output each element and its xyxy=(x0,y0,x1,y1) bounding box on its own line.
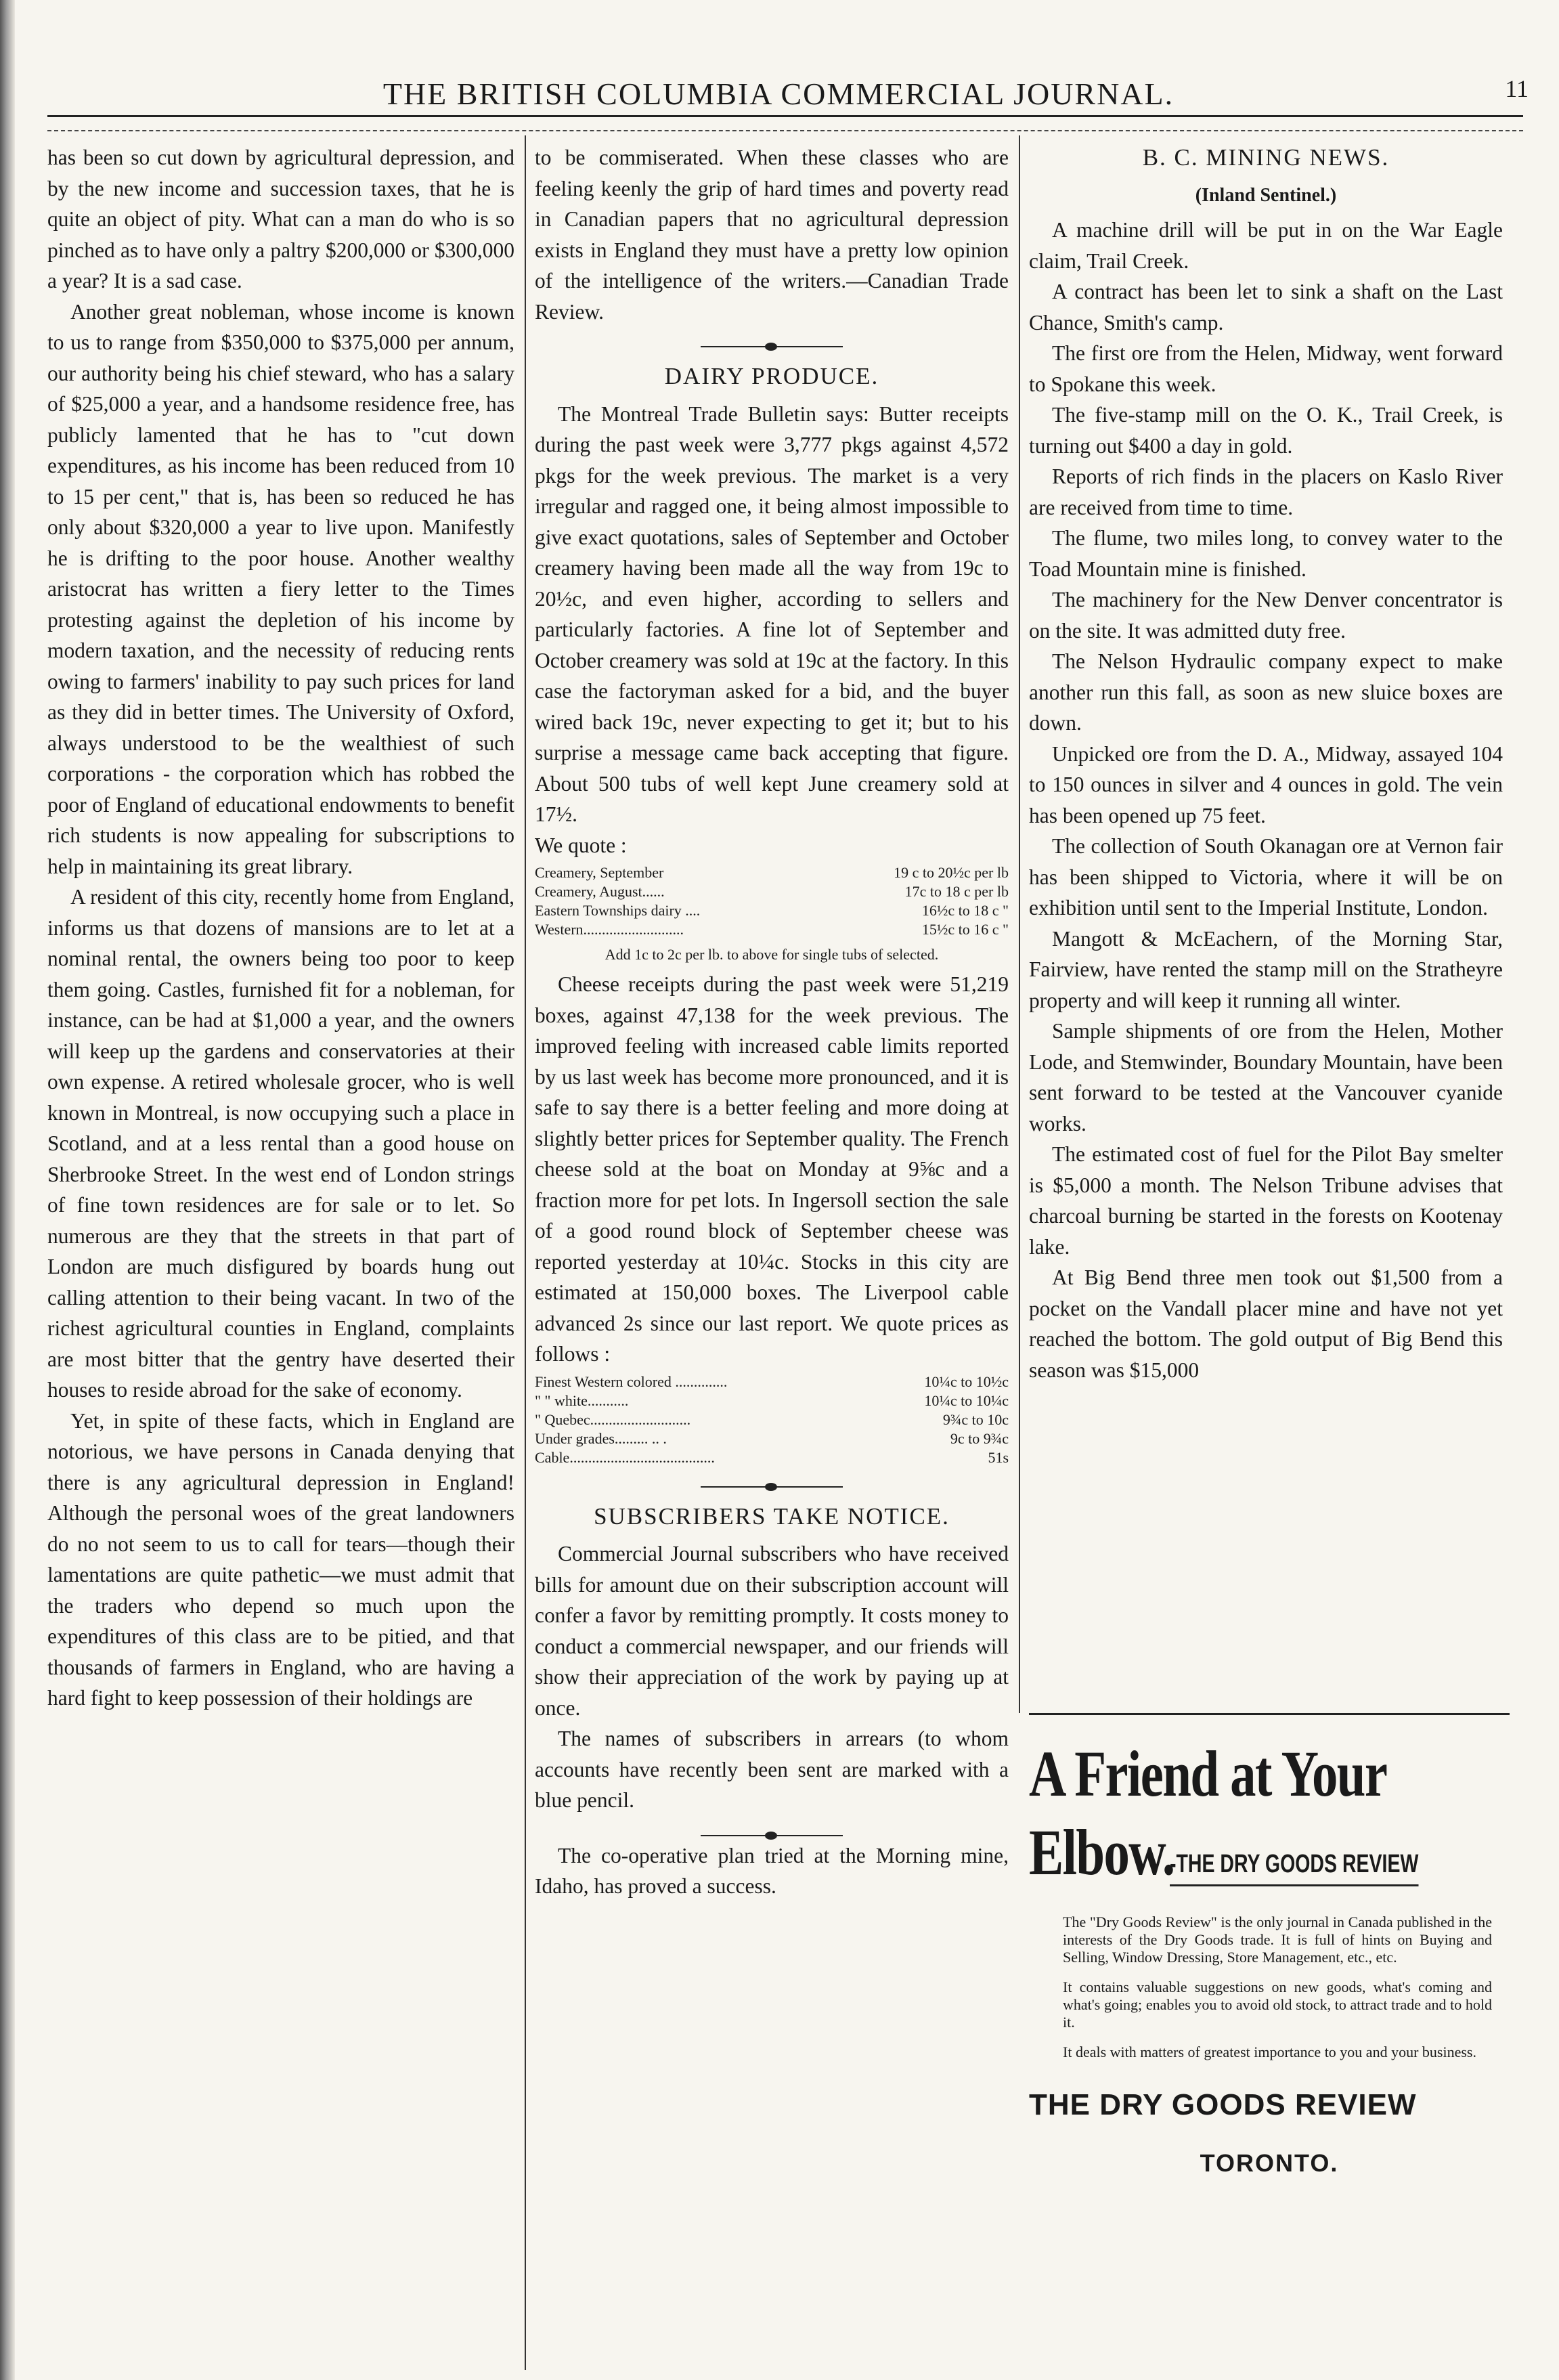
ad-tagline: -THE DRY GOODS REVIEW xyxy=(1170,1850,1418,1886)
col1-paragraph: A resident of this city, recently home from England, informs us that dozens of mansions are to let at a nominal rental, the owners being too poor to keep them going. Castles, furnished fit for a nobleman, for instance, can be had at $1,000 a year, and the owners will keep up the gardens and conservatories at their own expense. A retired wholesale grocer, who is well known in Montreal, is now occupying such a place in Scotland, and at a less rental than a good house on Sherbrooke Street. In the west end of London strings of fine town residences are for sale or to let. So numerous are they that the streets in that part of London are much disfigured by boards hung out calling attention to their being vacant. In two of the richest agricultural counties in England, complaints are most bitter that the gentry have deserted their houses to reside abroad for the sake of economy. xyxy=(47,885,514,1402)
quote-row: Creamery, August...... 17c to 18 c per lb xyxy=(535,883,1009,900)
dairy-heading: DAIRY PRODUCE. xyxy=(664,363,879,389)
quote-row: Western........................... 15½c to 16 c " xyxy=(535,921,1009,938)
dry-goods-review-ad xyxy=(1029,1737,1510,2336)
coop-paragraph: The co-operative plan tried at the Morning mine, Idaho, has proved a success. xyxy=(535,1843,1009,1898)
mining-news-source: (Inland Sentinel.) xyxy=(1195,184,1337,206)
quote-row: " Quebec........................... 9¾c to 10c xyxy=(535,1410,1009,1428)
ad-top-rule xyxy=(1029,1713,1510,1715)
mining-item: The five-stamp mill on the O. K., Trail Creek, is turning out $400 a day in gold. xyxy=(1029,403,1503,458)
mining-item: Sample shipments of ore from the Helen, Mother Lode, and Stemwinder, Boundary Mountain, have been sent forward to be tested at the Vancouver cyanide works. xyxy=(1029,1019,1503,1135)
ad-body xyxy=(1063,1913,1492,2061)
ad-body-paragraph: It contains valuable suggestions on new goods, what's coming and what's going; enables you to avoid old stock, to attract trade and to hold it. xyxy=(1063,1978,1492,2031)
mining-item: At Big Bend three men took out $1,500 from a pocket on the Vandall placer mine and have not yet reached the bottom. The gold output of Big Bend this season was $15,000 xyxy=(1029,1265,1503,1382)
page-edge-shadow xyxy=(0,0,15,2380)
quote-row: Cable....................................... 51s xyxy=(535,1448,1009,1466)
page-header xyxy=(81,51,1476,112)
mining-item: The collection of South Okanagan ore at Vernon fair has been shipped to Victoria, where it will be on exhibition until sent to the Imperial Institute, London. xyxy=(1029,834,1503,919)
dairy-paragraph: The Montreal Trade Bulletin says: Butter receipts during the past week were 3,777 pkgs against 4,572 pkgs for the week previous. The market is a very irregular and ragged one, it being almost impossible to give exact quotations, sales of September and October creamery having been made all the way from 19c to 20½c, and even higher, according to sellers and particularly factories. A fine lot of September and October creamery was sold at 19c at the factory. In this case the factoryman asked for a bid, and the buyer wired back 19c, never expecting to get it; but to his surprise a message came back accepting that figure. About 500 tubs of well kept June creamery sold at 17½. xyxy=(535,402,1009,826)
column-1 xyxy=(47,142,514,1714)
mining-item: The estimated cost of fuel for the Pilot Bay smelter is $5,000 a month. The Nelson Tribune advises that charcoal burning be started in the forests on Kootenay lake. xyxy=(1029,1142,1503,1259)
quote-row: Creamery, September 19 c to 20½c per lb xyxy=(535,864,1009,881)
butter-quotes xyxy=(535,863,1009,939)
ad-title-line2-row xyxy=(1029,1816,1510,1888)
butter-note: Add 1c to 2c per lb. to above for single tubs of selected. xyxy=(605,946,939,963)
column-rule-2 xyxy=(1019,135,1020,1713)
mining-news-heading: B. C. MINING NEWS. xyxy=(1142,144,1390,171)
mining-item: Reports of rich finds in the placers on Kaslo River are received from time to time. xyxy=(1029,464,1503,519)
section-divider xyxy=(701,346,843,347)
ad-brand: THE DRY GOODS REVIEW xyxy=(1029,2088,1417,2121)
mining-item: A machine drill will be put in on the War Eagle claim, Trail Creek. xyxy=(1029,218,1503,273)
quote-row: Finest Western colored .............. 10¼c to 10½c xyxy=(535,1372,1009,1390)
subscribers-heading: SUBSCRIBERS TAKE NOTICE. xyxy=(594,1502,950,1530)
dairy-paragraph: Cheese receipts during the past week were 51,219 boxes, against 47,138 for the week previous. The improved feeling with increased cable limits reported by us last week has become more pronounced, and it is safe to say there is a better feeling and more doing at slightly better prices for September quality. The French cheese sold at the boat on Monday at 9⅝c and a fraction more for pet lots. In Ingersoll section the sale of a good round block of September cheese was reported yesterday at 10¼c. Stocks in this city are estimated at 150,000 boxes. The Liverpool cable advanced 2s since our last report. We quote prices as follows : xyxy=(535,972,1009,1366)
page-number: 11 xyxy=(1505,75,1529,102)
section-divider xyxy=(701,1835,843,1836)
quote-row: Eastern Townships dairy .... 16½c to 18 c " xyxy=(535,902,1009,919)
col1-paragraph: Another great nobleman, whose income is known to us to range from $350,000 to $375,000 per annum, our authority being his chief steward, who has a salary of $25,000 a year, and a handsome residence free, has publicly lamented that he has to "cut down expenditures, as his income has been reduced from 10 to 15 per cent," that is, has been so reduced he has only about $320,000 a year to live upon. Manifestly he is drifting to the poor house. Another wealthy aristocrat has written a fiery letter to the Times protesting against the depletion of his income by modern taxation, and the necessity of reducing rents owing to farmers' inability to pay such prices for land as they did in better times. The University of Oxford, always understood to be the wealthiest of such corporations - the corporation which has robbed the poor of England of educational endowments to benefit rich students is now appealing for subscriptions to help in maintaining its great library. xyxy=(47,299,514,878)
ad-city: TORONTO. xyxy=(1200,2149,1339,2177)
ad-title-line1: A Friend at Your xyxy=(1029,1737,1387,1810)
mining-item: Unpicked ore from the D. A., Midway, assayed 104 to 150 ounces in silver and 4 ounces in gold. The vein has been opened up 75 feet. xyxy=(1029,741,1503,827)
col2-intro: to be commiserated. When these classes who are feeling keenly the grip of hard times and poverty read in Canadian papers that no agricultural depression exists in England they must have a pretty low opinion of the intelligence of the writers.—Canadian Trade Review. xyxy=(535,146,1009,324)
we-quote: We quote : xyxy=(535,833,627,857)
section-divider xyxy=(701,1486,843,1488)
column-rule-1 xyxy=(525,135,526,2370)
column-2 xyxy=(535,142,1009,1902)
subscribers-paragraph: Commercial Journal subscribers who have received bills for amount due on their subscription account will confer a favor by remitting promptly. It costs money to conduct a commercial newspaper, and our friends will show their appreciation of the work by paying up at once. xyxy=(535,1542,1009,1720)
mining-item: A contract has been let to sink a shaft on the Last Chance, Smith's camp. xyxy=(1029,280,1503,334)
mining-item: The machinery for the New Denver concentrator is on the site. It was admitted duty free. xyxy=(1029,588,1503,643)
header-rule xyxy=(47,115,1523,117)
mining-item: Mangott & McEachern, of the Morning Star, Fairview, have rented the stamp mill on the Stratheyre property and will keep it running all winter. xyxy=(1029,926,1503,1012)
column-3 xyxy=(1029,142,1503,1385)
quote-row: " " white........... 10¼c to 10¼c xyxy=(535,1391,1009,1409)
header-rule-dashed xyxy=(47,130,1523,131)
subscribers-paragraph: The names of subscribers in arrears (to whom accounts have recently been sent are marked with a blue pencil. xyxy=(535,1727,1009,1812)
col1-paragraph: has been so cut down by agricultural depression, and by the new income and succession taxes, that he is quite an object of pity. What can a man do who is so pinched as to have only a paltry $200,000 or $300,000 a year? It is a sad case. xyxy=(47,146,514,293)
quote-row: Under grades......... .. . 9c to 9¾c xyxy=(535,1429,1009,1447)
mining-item: The first ore from the Helen, Midway, went forward to Spokane this week. xyxy=(1029,341,1503,396)
ad-body-paragraph: It deals with matters of greatest importance to you and your business. xyxy=(1063,2043,1476,2060)
mining-item: The Nelson Hydraulic company expect to make another run this fall, as soon as new sluice boxes are down. xyxy=(1029,649,1503,735)
mining-item: The flume, two miles long, to convey water to the Toad Mountain mine is finished. xyxy=(1029,526,1503,581)
journal-title: THE BRITISH COLUMBIA COMMERCIAL JOURNAL. xyxy=(382,77,1174,111)
col1-paragraph: Yet, in spite of these facts, which in England are notorious, we have persons in Canada denying that there is any agricultural depression in England! Although the personal woes of the great landowners do no not seem to us to call for tears—though their lamentations are quite pathetic—we must admit that the traders who depend so much upon the expenditures of this class are to be pitied, and that thousands of farmers in England, who are having a hard fight to keep possession of their holdings are xyxy=(47,1408,514,1710)
cheese-quotes xyxy=(535,1372,1009,1467)
ad-body-paragraph: The "Dry Goods Review" is the only journal in Canada published in the interests of the Dry Goods trade. It is full of hints on Buying and Selling, Window Dressing, Store Management, etc., etc. xyxy=(1063,1913,1492,1966)
ad-title-line2: Elbow. xyxy=(1029,1816,1174,1888)
